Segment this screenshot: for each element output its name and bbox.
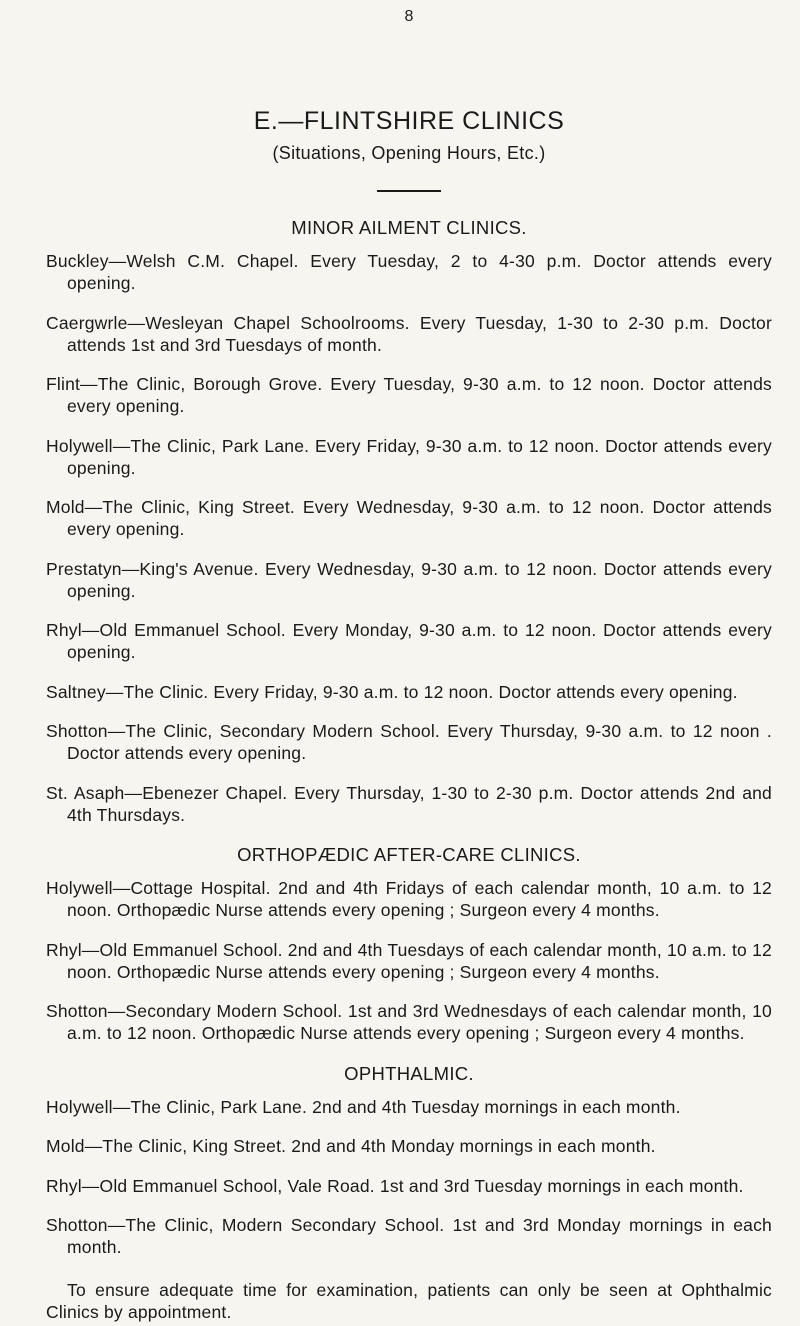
orthopaedic-entry-shotton: Shotton—Secondary Modern School. 1st and 3rd Wednesdays of each calendar month, 10 a.m. to 12 noon. Orthopædic Nurse attends every opening ; Surgeon every 4 months. (46, 1001, 772, 1043)
clinic-entry-shotton: Shotton—The Clinic, Secondary Modern School. Every Thursday, 9-30 a.m. to 12 noon . Doctor attends every opening. (46, 721, 772, 763)
page-number: 8 (404, 8, 414, 25)
document-title: E.—FLINTSHIRE CLINICS (253, 107, 565, 135)
ophthalmic-entry-mold: Mold—The Clinic, King Street. 2nd and 4th Monday mornings in each month. (46, 1136, 656, 1156)
clinic-entry-buckley: Buckley—Welsh C.M. Chapel. Every Tuesday, 2 to 4-30 p.m. Doctor attends every opening. (46, 251, 772, 293)
ophthalmic-entry-shotton: Shotton—The Clinic, Modern Secondary School. 1st and 3rd Monday mornings in each month. (46, 1215, 772, 1257)
clinic-entry-caergwrle: Caergwrle—Wesleyan Chapel Schoolrooms. Every Tuesday, 1-30 to 2-30 p.m. Doctor attends 1st and 3rd Tuesdays of month. (46, 312, 772, 355)
clinic-entry-st-asaph: St. Asaph—Ebenezer Chapel. Every Thursday, 1-30 to 2-30 p.m. Doctor attends 2nd and 4th Thursdays. (46, 782, 772, 825)
ophthalmic-heading: OPHTHALMIC. (344, 1062, 474, 1084)
clinic-entry-prestatyn: Prestatyn—King's Avenue. Every Wednesday, 9-30 a.m. to 12 noon. Doctor attends every opening. (46, 558, 772, 601)
clinic-entry-mold: Mold—The Clinic, King Street. Every Wednesday, 9-30 a.m. to 12 noon. Doctor attends every opening. (46, 497, 772, 539)
title-divider (377, 190, 441, 192)
clinic-entry-rhyl: Rhyl—Old Emmanuel School. Every Monday, 9-30 a.m. to 12 noon. Doctor attends every opening. (46, 620, 772, 662)
clinic-entry-holywell: Holywell—The Clinic, Park Lane. Every Friday, 9-30 a.m. to 12 noon. Doctor attends every opening. (46, 435, 772, 478)
orthopaedic-heading: ORTHOPÆDIC AFTER-CARE CLINICS. (237, 844, 581, 865)
appointment-note: To ensure adequate time for examination, patients can only be seen at Ophthalmic Clinics by appointment. (46, 1280, 772, 1322)
clinic-entry-flint: Flint—The Clinic, Borough Grove. Every Tuesday, 9-30 a.m. to 12 noon. Doctor attends every opening. (46, 374, 772, 416)
ophthalmic-entry-rhyl: Rhyl—Old Emmanuel School, Vale Road. 1st and 3rd Tuesday mornings in each month. (46, 1175, 744, 1196)
ophthalmic-entry-holywell: Holywell—The Clinic, Park Lane. 2nd and 4th Tuesday mornings in each month. (46, 1096, 681, 1117)
clinic-entry-saltney: Saltney—The Clinic. Every Friday, 9-30 a.m. to 12 noon. Doctor attends every opening. (46, 681, 738, 702)
document-subtitle: (Situations, Opening Hours, Etc.) (272, 143, 546, 163)
orthopaedic-entry-rhyl: Rhyl—Old Emmanuel School. 2nd and 4th Tuesdays of each calendar month, 10 a.m. to 12 noon. Orthopædic Nurse attends every opening ; Surgeon every 4 months. (46, 939, 772, 982)
orthopaedic-entry-holywell: Holywell—Cottage Hospital. 2nd and 4th Fridays of each calendar month, 10 a.m. to 12 noon. Orthopædic Nurse attends every opening ; Surgeon every 4 months. (46, 878, 772, 920)
minor-ailment-heading: MINOR AILMENT CLINICS. (291, 217, 527, 238)
